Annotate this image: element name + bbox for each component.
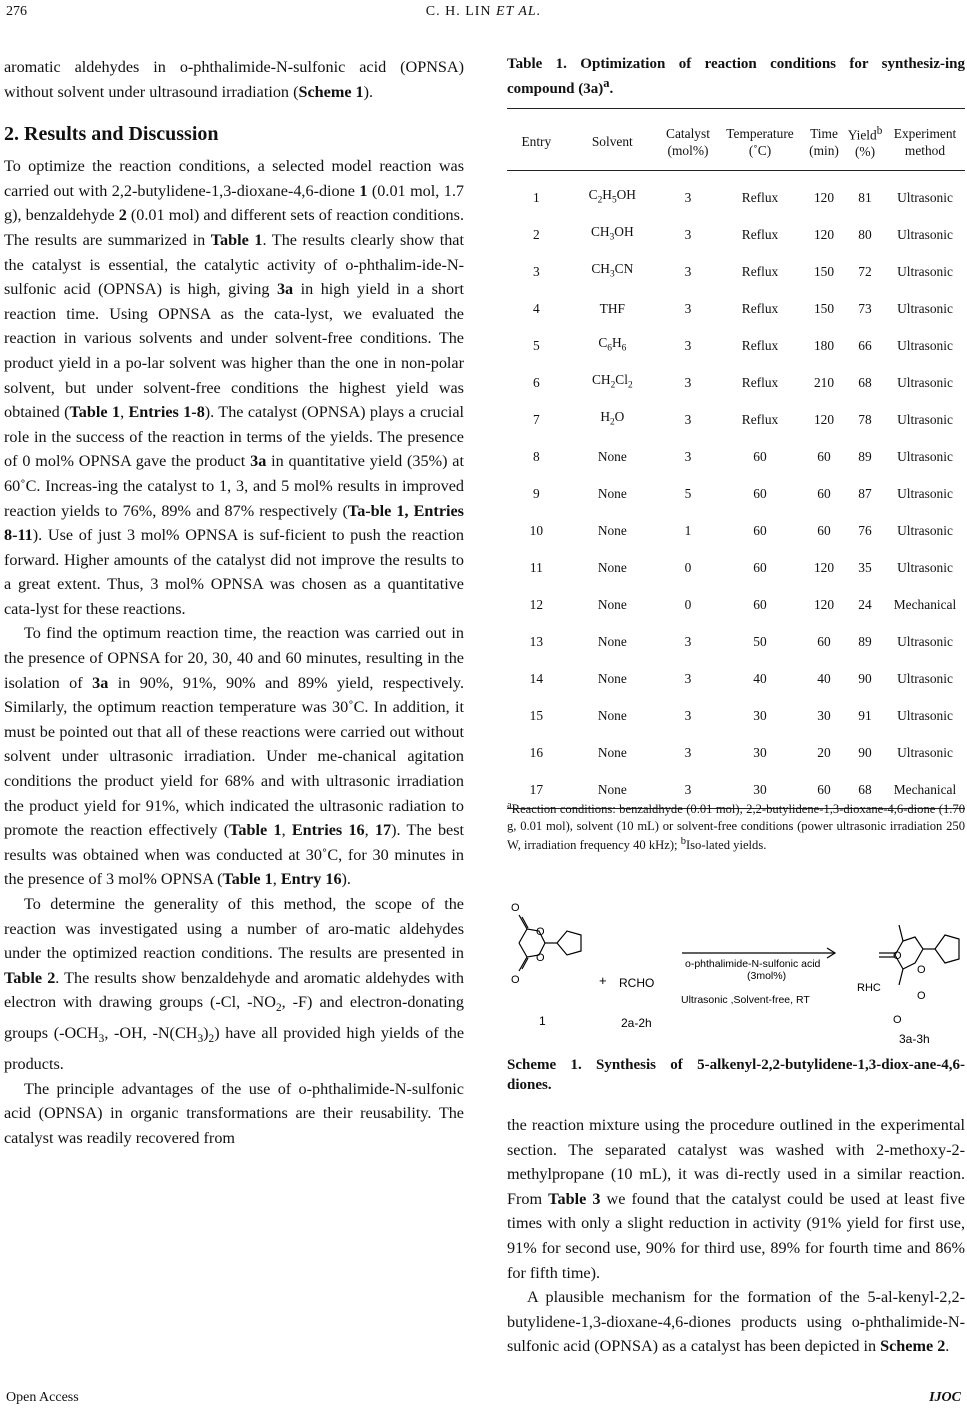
table-cell: 3 — [684, 744, 692, 760]
optimization-table — [507, 108, 965, 809]
atom-label: O — [917, 990, 926, 1002]
table-cell: Ultrasonic — [897, 744, 953, 760]
table-cell: Ultrasonic — [897, 485, 953, 501]
table-header-row — [507, 109, 965, 171]
table-cell: None — [597, 559, 627, 575]
table-cell: 11 — [529, 559, 543, 575]
results-paragraph-1: To optimize the reaction conditions, a selected model reaction was carried out with 2,2-butylidene-1,3-dioxane-4,6-dione 1 (0.01 mol, 1.7 g), benzaldehyde 2 (0.01 mol) and different sets of reaction conditions. The results are summarized in Table 1. The results clearly show that the catalyst is essential, the catalytic activity of o-phthalim-ide-N-sulfonic acid (OPNSA) is high, giving 3a in high yield in a short reaction time. Using OPNSA as the cata-lyst, we evaluated the reaction in various solvents and under solvent-free conditions. The product yield in a po-lar solvent was higher than the one in non-polar solvent, but under solvent-free conditions the highest yield was obtained (Table 1, Entries 1-8). The catalyst (OPNSA) plays a crucial role in the success of the reaction in terms of the yields. The presence of 0 mol% OPNSA gave the product 3a in quantitative yield (35%) at 60˚C. Increas-ing the catalyst to 1, 3, and 5 mol% results in improved reaction yields to 76%, 89% and 87% respectively (Ta-ble 1, Entries 8-11). Use of just 3 mol% OPNSA is suf-ficient to push the reaction forward. Higher amounts of the catalyst did not improve the results to a great extent. Thus, 3 mol% OPNSA was chosen as a quantitative cata-lyst for these reactions. — [4, 157, 465, 618]
table-cell: 4 — [532, 300, 540, 316]
running-title-authors: C. H. LIN — [425, 4, 492, 19]
table-cell: 30 — [717, 771, 803, 809]
table-row — [507, 438, 965, 475]
table-cell: 87 — [858, 485, 872, 501]
table-row — [507, 253, 965, 290]
table-cell: Ultrasonic — [897, 374, 953, 390]
results-paragraph-4: The principle advantages of the use of o-phthalimide-N-sulfonic acid (OPNSA) in organic transformations are their reusability. The catalyst was readily recovered from — [4, 1079, 464, 1147]
table-cell: 76 — [858, 522, 872, 538]
table-cell: 60 — [817, 522, 831, 538]
table-cell: None — [597, 707, 627, 723]
table-cell: 3 — [684, 226, 692, 242]
table-cell: 81 — [858, 189, 872, 205]
table-row — [507, 364, 965, 401]
compound-3-structure — [879, 925, 959, 985]
table-body — [507, 171, 965, 809]
table-cell: 40 — [753, 670, 767, 686]
table-cell: 8 — [532, 448, 540, 464]
table-cell: 30 — [753, 707, 767, 723]
table-cell: 0 — [684, 596, 692, 612]
table-cell: $C_6H_6$ — [598, 335, 627, 354]
table-row — [507, 660, 965, 697]
table-cell: Ultrasonic — [897, 263, 953, 279]
mechanism-paragraph: A plausible mechanism for the formation of the 5-al-kenyl-2,2-butylidene-1,3-dioxane-4,6-diones products using o-phthalimide-N-sulfonic acid (OPNSA) as a catalyst has been depicted in Scheme 2. — [507, 1288, 965, 1356]
table-cell: 60 — [753, 596, 767, 612]
table-cell: 72 — [858, 263, 872, 279]
table-cell: 15 — [529, 707, 544, 723]
table-cell: Ultrasonic — [897, 189, 953, 205]
table-cell: 50 — [753, 633, 767, 649]
table-cell: Ultrasonic — [897, 707, 953, 723]
table-caption: Table 1. Optimization of reaction conditions for synthesiz-ing compound $(3a)^a$. — [507, 56, 965, 97]
table-row — [507, 475, 965, 512]
table-cell: 3 — [684, 633, 692, 649]
col-temperature: Temperature (˚C) — [717, 109, 803, 171]
table-cell: 78 — [858, 411, 872, 427]
table-cell: $CH_2Cl_2$ — [592, 372, 633, 391]
table-cell: 3 — [659, 771, 717, 809]
table-row — [507, 549, 965, 586]
table-cell: 68 — [845, 771, 885, 809]
table-cell: 30 — [753, 744, 767, 760]
conditions-label: Ultrasonic ,Solvent-free, RT — [681, 994, 810, 1006]
table-cell: 5 — [532, 337, 540, 353]
atom-label: O — [536, 926, 545, 938]
table-cell: Reflux — [741, 411, 779, 427]
table-cell: None — [597, 633, 627, 649]
table-cell: None — [597, 522, 627, 538]
table-row — [507, 512, 965, 549]
footer-open-access: Open Access — [6, 1390, 79, 1405]
table-cell: Ultrasonic — [897, 337, 953, 353]
table-cell: 30 — [817, 707, 831, 723]
table-cell: Ultrasonic — [897, 300, 953, 316]
table-cell: 90 — [858, 744, 872, 760]
table-cell: 60 — [817, 448, 831, 464]
table-cell: 6 — [532, 374, 540, 390]
table-cell: 120 — [813, 226, 835, 242]
catalyst-load-label: (3mol%) — [747, 970, 787, 982]
table-cell: 16 — [529, 744, 544, 760]
table-cell: Ultrasonic — [897, 411, 953, 427]
table-cell: Ultrasonic — [897, 448, 953, 464]
table-cell: 89 — [858, 448, 872, 464]
atom-label: O — [536, 952, 545, 964]
table-cell: 14 — [529, 670, 544, 686]
table-row — [507, 586, 965, 623]
table-cell: $H_2O$ — [600, 409, 625, 428]
table-cell: Ultrasonic — [897, 522, 953, 538]
compound-2-label: 2a-2h — [621, 1016, 652, 1030]
compound-1-structure — [519, 915, 581, 971]
table-cell: 120 — [813, 411, 835, 427]
results-paragraph-2: To find the optimum reaction time, the reaction was carried out in the presence of OPNSA for 20, 30, 40 and 60 minutes, resulting in the isolation of 3a in 90%, 91%, 90% and 89% yield, respectively. Similarly, the optimum reaction temperature was 30˚C. In addition, it must be pointed out that all of these reactions were carried out without solvent under ultrasonic irradiation. Under me-chanical agitation conditions the product yield for 68% and with ultrasonic irradiation the product yield for 91%, which indicated the ultrasonic radiation to promote the reaction effectively (Table 1, Entries 16, 17). The best results was obtained when was conducted at 30˚C, for 30 minutes in the presence of 3 mol% OPNSA (Table 1, Entry 16). — [4, 624, 465, 889]
table-cell: Ultrasonic — [897, 226, 953, 242]
intro-paragraph: aromatic aldehydes in o-phthalimide-N-sulfonic acid (OPNSA) without solvent under ultrasound irradiation (Scheme 1). — [4, 58, 464, 101]
col-catalyst: Catalyst (mol%) — [659, 109, 717, 171]
table-cell: None — [597, 596, 627, 612]
table-cell: Mechanical — [885, 771, 965, 809]
table-cell: None — [566, 771, 659, 809]
table-cell: 13 — [529, 633, 544, 649]
table-cell: THF — [599, 300, 625, 316]
table-cell: 3 — [684, 707, 692, 723]
table-cell: 10 — [529, 522, 544, 538]
table-cell: 7 — [532, 411, 540, 427]
table-cell: 150 — [813, 300, 835, 316]
col-time: Time (min) — [803, 109, 845, 171]
table-cell: 9 — [532, 485, 540, 501]
table-cell: 3 — [684, 189, 692, 205]
atom-label: O — [917, 964, 926, 976]
table-cell: 89 — [858, 633, 872, 649]
results-paragraph-3: To determine the generality of this method, the scope of the reaction was investigated using a number of aro-matic aldehydes under the optimized reaction conditions. The results are presented in Table 2. The results show benzaldehyde and aromatic aldehydes with electron with drawing groups (-Cl, $-NO_2$, -F) and electron-donating groups ($-OCH_3$, -OH, $-N(CH_3)_2$) have all provided high yields of the products. — [4, 895, 465, 1074]
table-cell: 120 — [813, 559, 835, 575]
table-cell: 66 — [858, 337, 872, 353]
table-row — [507, 327, 965, 364]
product-prefix-label: RHC — [857, 982, 881, 994]
reagent-label: o-phthalimide-N-sulfonic acid — [685, 958, 821, 970]
reusability-paragraph: the reaction mixture using the procedure outlined in the experimental section. The separated catalyst was washed with 2-methoxy-2-methylpropane (10 mL), it was di-rectly used in a similar reaction. From Table 3 we found that the catalyst could be used at least five times with only a slight reduction in activity (91% yield for first use, 91% for second use, 90% for third use, 89% for fourth time and 86% for fifth time). — [507, 1116, 965, 1282]
col-entry: Entry — [507, 109, 566, 171]
table-cell: 3 — [684, 300, 692, 316]
table-cell: Ultrasonic — [897, 559, 953, 575]
table-footnote: $^a$Reaction conditions: benzaldhyde (0.01 mol), 2,2-butylidene-1,3-dioxane-4,6-dione (1.70 g, 0.01 mol), solvent (10 mL) or solvent-free conditions (power ultrasonic irradiation 250 W, irradiation frequency 40 kHz); $^b$Iso-lated yields. — [507, 800, 965, 853]
table-cell: 91 — [858, 707, 872, 723]
right-column — [507, 55, 965, 1356]
table-cell: 5 — [684, 485, 692, 501]
table-cell: 60 — [753, 559, 767, 575]
table-cell: 60 — [753, 485, 767, 501]
running-title-etal: ET AL. — [496, 4, 542, 19]
table-cell: None — [597, 485, 627, 501]
table-cell: 90 — [858, 670, 872, 686]
table-cell: 3 — [532, 263, 540, 279]
table-cell: Reflux — [741, 189, 779, 205]
table-cell: 20 — [817, 744, 831, 760]
compound-3-label: 3a-3h — [899, 1032, 930, 1046]
table-cell: None — [597, 744, 627, 760]
table-cell: 60 — [753, 448, 767, 464]
table-row — [507, 290, 965, 327]
table-row — [507, 171, 965, 217]
table-cell: None — [597, 670, 627, 686]
table-cell: 3 — [684, 337, 692, 353]
page-number: 276 — [6, 4, 27, 19]
table-cell: 68 — [858, 374, 872, 390]
table-cell: 120 — [813, 596, 835, 612]
table-cell: $CH_3OH$ — [591, 224, 634, 243]
table-cell: 120 — [813, 189, 835, 205]
table-cell: 80 — [858, 226, 872, 242]
plus-sign: + — [599, 973, 607, 988]
col-solvent: Solvent — [566, 109, 659, 171]
table-cell: 3 — [684, 374, 692, 390]
col-yield: Yield$^b$ (%) — [845, 109, 885, 171]
table-cell: 60 — [753, 522, 767, 538]
table-cell: 3 — [684, 411, 692, 427]
table-cell: Reflux — [741, 263, 779, 279]
section-heading: 2. Results and Discussion — [4, 123, 219, 146]
table-cell: Mechanical — [893, 596, 957, 612]
table-cell: 150 — [813, 263, 835, 279]
table-cell: 3 — [684, 448, 692, 464]
table-row — [507, 401, 965, 438]
table-cell: Ultrasonic — [897, 633, 953, 649]
scheme-caption: Scheme 1. Synthesis of 5-alkenyl-2,2-butylidene-1,3-diox-ane-4,6-diones. — [507, 1057, 965, 1093]
table-cell: 1 — [684, 522, 692, 538]
table-cell: 3 — [684, 263, 692, 279]
table-cell: $CH_3CN$ — [591, 261, 634, 280]
footer-journal: IJOC — [929, 1390, 961, 1405]
table-row — [507, 216, 965, 253]
table-cell: Reflux — [741, 374, 779, 390]
scheme-1-reaction-diagram — [507, 887, 965, 1047]
table-cell: Reflux — [741, 226, 779, 242]
right-column-text — [507, 1113, 965, 1359]
atom-label: O — [893, 1014, 902, 1026]
table-cell: 60 — [817, 633, 831, 649]
running-title — [0, 4, 967, 20]
left-column — [4, 55, 464, 1150]
table-cell: 12 — [529, 596, 544, 612]
table-cell: Reflux — [741, 300, 779, 316]
table-cell: 60 — [803, 771, 845, 809]
table-cell: None — [597, 448, 627, 464]
table-cell: 180 — [813, 337, 835, 353]
table-cell: Reflux — [741, 337, 779, 353]
atom-label: O — [511, 974, 520, 986]
atom-label: O — [893, 950, 902, 962]
table-cell: 2 — [532, 226, 540, 242]
table-cell: 40 — [817, 670, 831, 686]
compound-1-label: 1 — [539, 1014, 546, 1028]
table-row — [507, 697, 965, 734]
table-cell: 210 — [813, 374, 835, 390]
table-cell: $C_2H_5OH$ — [588, 187, 636, 206]
aldehyde-label: RCHO — [619, 976, 655, 990]
table-cell: 73 — [858, 300, 872, 316]
atom-label: O — [511, 902, 520, 914]
table-cell: 60 — [817, 485, 831, 501]
table-row — [507, 623, 965, 660]
table-cell: 0 — [684, 559, 692, 575]
table-cell: 24 — [858, 596, 872, 612]
table-cell: Ultrasonic — [897, 670, 953, 686]
col-method: Experiment method — [885, 109, 965, 171]
table-cell: 1 — [532, 189, 540, 205]
table-cell: 17 — [507, 771, 566, 809]
table-cell: 3 — [684, 670, 692, 686]
table-cell: 35 — [858, 559, 872, 575]
table-row — [507, 734, 965, 771]
